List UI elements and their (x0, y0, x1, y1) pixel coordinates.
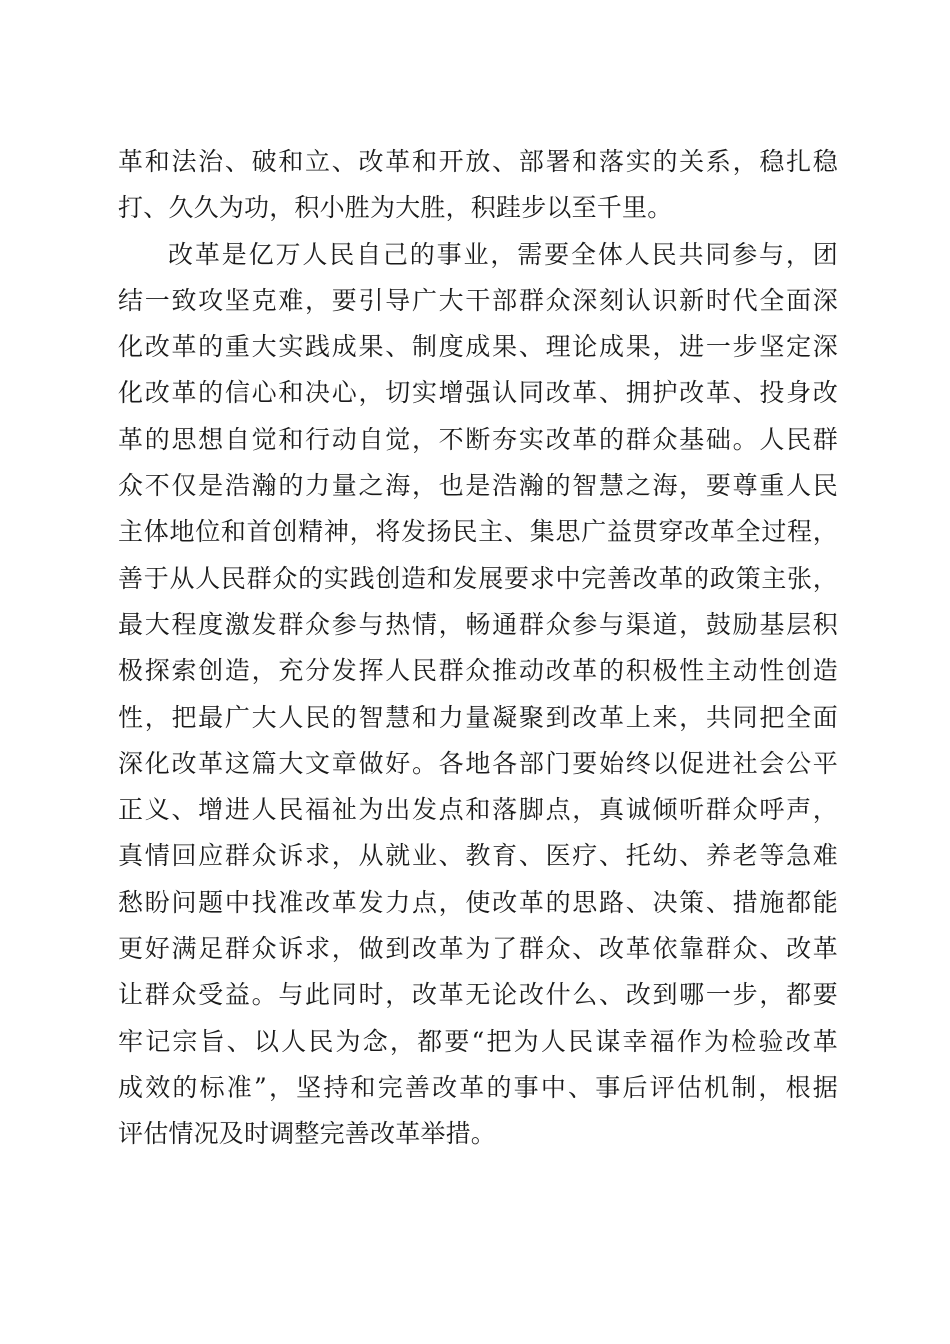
text-line: 革的思想自觉和行动自觉，不断夯实改革的群众基础。人民群 (118, 424, 838, 454)
text-line: 结一致攻坚克难，要引导广大干部群众深刻认识新时代全面深 (118, 285, 838, 315)
text-line: 愁盼问题中找准改革发力点，使改革的思路、决策、措施都能 (118, 887, 838, 917)
text-line: 让群众受益。与此同时，改革无论改什么、改到哪一步，都要 (118, 980, 838, 1010)
paragraph-1 (118, 139, 838, 232)
text-line: 改革是亿万人民自己的事业，需要全体人民共同参与，团 (168, 239, 838, 269)
text-line: 更好满足群众诉求，做到改革为了群众、改革依靠群众、改革 (118, 934, 838, 964)
paragraph-2 (118, 232, 838, 1158)
body-text (118, 139, 838, 1158)
text-line: 真情回应群众诉求，从就业、教育、医疗、托幼、养老等急难 (118, 841, 838, 871)
text-line: 牢记宗旨、以人民为念，都要“把为人民谋幸福作为检验改革 (118, 1026, 838, 1056)
text-line: 众不仅是浩瀚的力量之海，也是浩瀚的智慧之海，要尊重人民 (118, 471, 838, 501)
text-line: 善于从人民群众的实践创造和发展要求中完善改革的政策主张， (118, 563, 838, 593)
text-line: 化改革的重大实践成果、制度成果、理论成果，进一步坚定深 (118, 332, 838, 362)
text-line: 深化改革这篇大文章做好。各地各部门要始终以促进社会公平 (118, 748, 838, 778)
text-line: 正义、增进人民福祉为出发点和落脚点，真诚倾听群众呼声， (118, 795, 838, 825)
text-line: 最大程度激发群众参与热情，畅通群众参与渠道，鼓励基层积 (118, 609, 838, 639)
text-line: 性，把最广大人民的智慧和力量凝聚到改革上来，共同把全面 (118, 702, 838, 732)
text-line: 评估情况及时调整完善改革举措。 (118, 1119, 497, 1149)
text-line: 成效的标准”，坚持和完善改革的事中、事后评估机制，根据 (118, 1072, 838, 1102)
text-line: 化改革的信心和决心，切实增强认同改革、拥护改革、投身改 (118, 378, 838, 408)
text-line: 打、久久为功，积小胜为大胜，积跬步以至千里。 (118, 193, 673, 223)
text-line: 主体地位和首创精神，将发扬民主、集思广益贯穿改革全过程， (118, 517, 838, 547)
text-line: 革和法治、破和立、改革和开放、部署和落实的关系，稳扎稳 (118, 147, 838, 176)
text-line: 极探索创造，充分发挥人民群众推动改革的积极性主动性创造 (118, 656, 838, 686)
